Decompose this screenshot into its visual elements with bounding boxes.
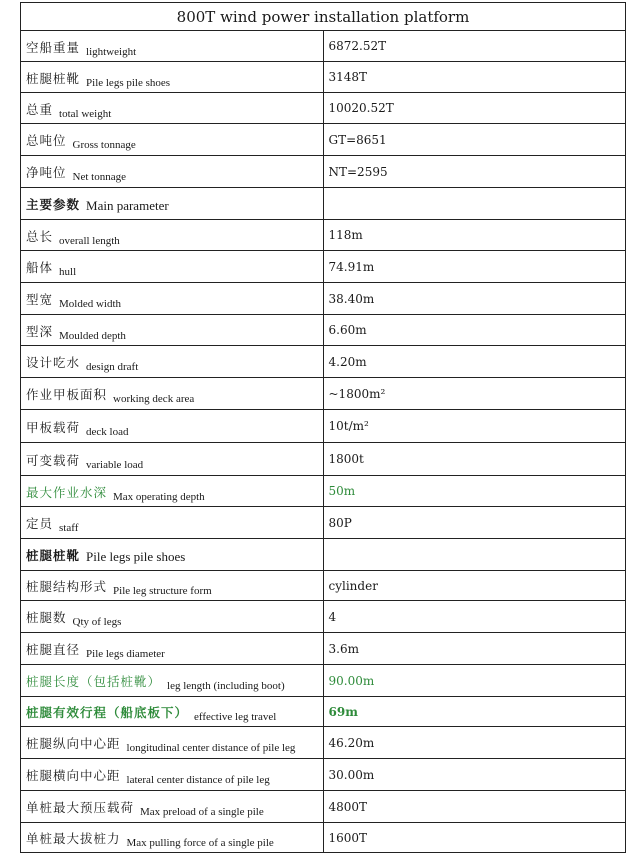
label-english: total weight [59,107,112,120]
label-english: Max operating depth [113,490,205,503]
table-row [21,378,626,410]
row-label [21,251,324,283]
title-row [21,3,626,31]
label-english: lightweight [86,45,137,58]
label-english: design draft [86,361,139,373]
label-english: effective leg travel [194,711,277,723]
label-english: hull [59,266,77,278]
row-value: 74.91m [323,251,626,283]
label-chinese: 单桩最大拔桩力 [26,831,121,846]
label-chinese: 桩腿数 [26,610,67,625]
label-chinese: 作业甲板面积 [26,387,108,402]
label-english: deck load [86,425,129,438]
label-english: variable load [86,458,144,471]
row-value [323,188,626,220]
table-row [21,476,626,507]
row-label [21,156,324,188]
row-value: 10020.52T [323,93,626,124]
table-row [21,727,626,759]
label-english: Net tonnage [72,171,126,183]
label-chinese: 桩腿桩靴 [26,547,81,563]
row-label [21,571,324,601]
table-row [21,633,626,665]
label-chinese: 主要参数 [26,196,81,212]
label-chinese: 船体 [26,260,54,275]
table-row [21,315,626,346]
row-value: NT=2595 [323,156,626,188]
label-chinese: 桩腿桩靴 [26,70,81,86]
row-label [21,283,324,315]
row-value: cylinder [323,571,626,601]
row-value: 38.40m [323,283,626,315]
row-label [21,378,324,410]
label-english: Moulded depth [59,329,126,342]
row-label [21,539,324,571]
row-value: 3.6m [323,633,626,665]
label-english: Main parameter [86,197,169,213]
label-english: Qty of legs [72,616,122,628]
row-label [21,93,324,124]
row-label [21,315,324,346]
row-value: 1600T [323,823,626,853]
row-label [21,823,324,853]
row-label [21,601,324,633]
label-english: staff [59,522,79,534]
label-chinese: 最大作业水深 [26,484,108,500]
table-row [21,93,626,124]
table-row [21,283,626,315]
row-value: 10t/m² [323,410,626,443]
label-chinese: 桩腿长度（包括桩靴） [26,674,162,689]
label-english: overall length [59,234,120,247]
table-row [21,665,626,697]
row-label [21,633,324,665]
row-value: 46.20m [323,727,626,759]
label-chinese: 桩腿有效行程（船底板下） [26,705,189,720]
label-chinese: 型宽 [26,292,54,307]
label-chinese: 总长 [26,228,54,244]
table-row [21,31,626,62]
row-value: 4.20m [323,346,626,378]
label-english: leg length (including boot) [167,680,285,692]
row-value: 4800T [323,791,626,823]
table-row [21,823,626,853]
label-chinese: 可变载荷 [26,452,81,468]
label-chinese: 单桩最大预压载荷 [26,800,135,815]
row-value [323,539,626,571]
row-label [21,476,324,507]
row-label [21,759,324,791]
row-value: 30.00m [323,759,626,791]
label-chinese: 桩腿横向中心距 [26,768,121,783]
label-english: working deck area [113,393,195,405]
label-chinese: 空船重量 [26,39,81,55]
row-value: 3148T [323,62,626,93]
label-chinese: 甲板载荷 [26,419,81,435]
table-row [21,507,626,539]
table-row [21,62,626,93]
row-label [21,410,324,443]
label-english: Pile leg structure form [113,585,212,597]
label-english: Pile legs pile shoes [86,548,186,564]
label-chinese: 桩腿结构形式 [26,579,108,594]
row-value: 90.00m [323,665,626,697]
row-value: ~1800m² [323,378,626,410]
row-label [21,31,324,62]
label-english: Gross tonnage [72,139,136,151]
row-label [21,62,324,93]
table-row [21,697,626,727]
table-title: 800T wind power installation platform [21,3,626,31]
table-row [21,346,626,378]
table-row [21,759,626,791]
row-label [21,697,324,727]
label-chinese: 总吨位 [26,133,67,148]
label-chinese: 型深 [26,323,54,339]
label-chinese: 定员 [26,516,54,531]
label-english: lateral center distance of pile leg [126,774,270,786]
table-row [21,251,626,283]
spec-table [20,2,626,853]
table-row [21,410,626,443]
label-chinese: 设计吃水 [26,355,81,370]
row-label [21,507,324,539]
row-value: GT=8651 [323,124,626,156]
table-row [21,220,626,251]
label-english: Pile legs diameter [86,648,165,660]
table-row [21,571,626,601]
row-label [21,791,324,823]
row-value: 6.60m [323,315,626,346]
table-row [21,124,626,156]
row-value: 118m [323,220,626,251]
section-row [21,188,626,220]
label-english: Pile legs pile shoes [86,76,171,89]
row-label [21,727,324,759]
row-value: 69m [323,697,626,727]
row-label [21,443,324,476]
table-row [21,791,626,823]
row-label [21,665,324,697]
label-english: longitudinal center distance of pile leg [126,742,296,754]
label-english: Max pulling force of a single pile [126,837,274,849]
row-value: 50m [323,476,626,507]
label-chinese: 净吨位 [26,165,67,180]
row-label [21,124,324,156]
label-chinese: 总重 [26,101,54,117]
label-chinese: 桩腿纵向中心距 [26,736,121,751]
label-english: Molded width [59,298,122,310]
label-english: Max preload of a single pile [140,806,264,818]
row-label [21,220,324,251]
row-value: 1800t [323,443,626,476]
row-label [21,188,324,220]
table-row [21,601,626,633]
row-value: 6872.52T [323,31,626,62]
table-row [21,443,626,476]
section-row [21,539,626,571]
row-value: 4 [323,601,626,633]
label-chinese: 桩腿直径 [26,642,81,657]
row-value: 80P [323,507,626,539]
row-label [21,346,324,378]
table-row [21,156,626,188]
